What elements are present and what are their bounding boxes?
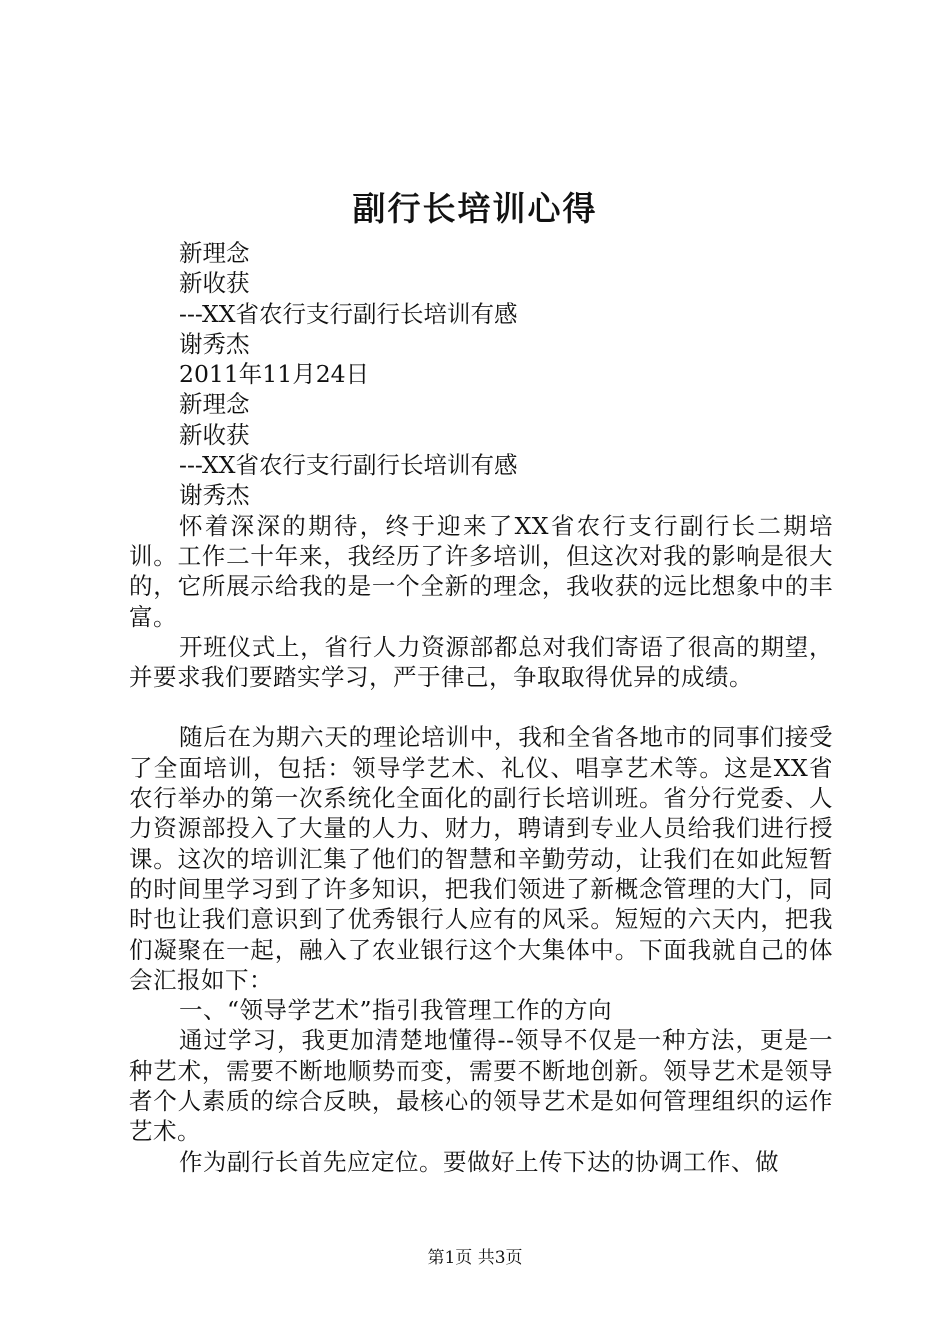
page-footer: 第1页 共3页 bbox=[427, 1248, 523, 1268]
header-line-subtitle-repeat: ---XX省农行支行副行长培训有感 bbox=[179, 451, 518, 480]
header-line-date: 2011年11月24日 bbox=[179, 360, 370, 389]
paragraph-training-summary: 随后在为期六天的理论培训中，我和全省各地市的同事们接受了全面培训，包括：领导学艺术、礼仪、唱享艺术等。这是XX省农行举办的第一次系统化全面化的副行长培训班。省分行党委、人力资源部投入了大量的人力、财力，聘请到专业人员给我们进行授课。这次的培训汇集了他们的智慧和辛勤劳动，让我们在如此短暂的时间里学习到了许多知识，把我们领进了新概念管理的大门，同时也让我们意识到了优秀银行人应有的风采。短短的六天内，把我们凝聚在一起，融入了农业银行这个大集体中。下面我就自己的体会汇报如下： bbox=[129, 723, 833, 994]
paragraph-intro: 怀着深深的期待，终于迎来了XX省农行支行副行长二期培训。工作二十年来，我经历了许多培训，但这次对我的影响是很大的，它所展示给我的是一个全新的理念，我收获的远比想象中的丰富。 bbox=[129, 511, 833, 631]
paragraph-positioning: 作为副行长首先应定位。要做好上传下达的协调工作、做 bbox=[179, 1147, 779, 1176]
header-line-harvest-repeat: 新收获 bbox=[179, 420, 250, 449]
header-line-subtitle: ---XX省农行支行副行长培训有感 bbox=[179, 299, 518, 328]
document-body bbox=[129, 238, 833, 1177]
header-line-author: 谢秀杰 bbox=[179, 329, 250, 358]
paragraph-gap bbox=[129, 692, 833, 722]
paragraph-leadership: 通过学习，我更加清楚地懂得--领导不仅是一种方法，更是一种艺术，需要不断地顺势而变，需要不断地创新。领导艺术是领导者个人素质的综合反映，最核心的领导艺术是如何管理组织的运作艺术。 bbox=[129, 1026, 833, 1146]
header-line-concept-repeat: 新理念 bbox=[179, 390, 250, 419]
header-line-concept: 新理念 bbox=[179, 239, 250, 267]
section-heading-leadership: 一、“领导学艺术”指引我管理工作的方向 bbox=[179, 996, 613, 1025]
header-line-author-repeat: 谢秀杰 bbox=[179, 481, 250, 510]
header-line-harvest: 新收获 bbox=[179, 269, 250, 298]
document-title: 副行长培训心得 bbox=[352, 189, 598, 228]
paragraph-opening-ceremony: 开班仪式上，省行人力资源部都总对我们寄语了很高的期望，并要求我们要踏实学习，严于律己，争取取得优异的成绩。 bbox=[129, 632, 833, 692]
